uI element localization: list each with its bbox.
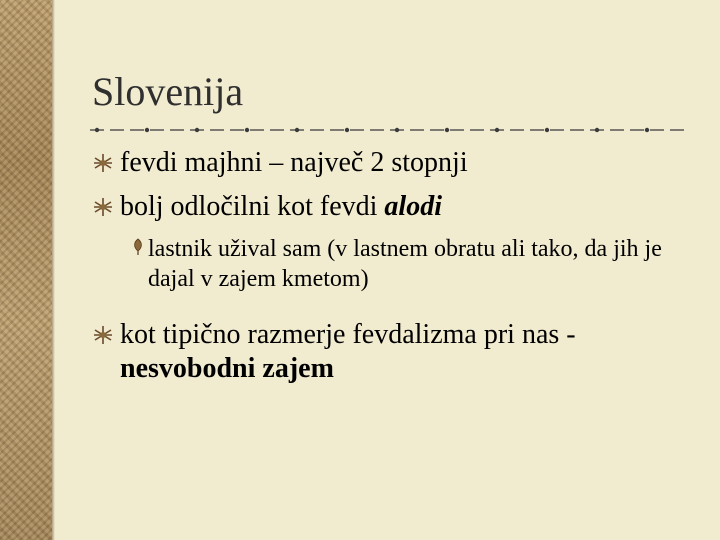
bullet-emphasis: nesvobodni zajem [120, 353, 334, 384]
starburst-bullet-icon [92, 152, 114, 174]
starburst-bullet-icon [92, 324, 114, 346]
bullet-item [92, 318, 692, 386]
bullet-emphasis: alodi [384, 191, 442, 222]
bullet-item [92, 190, 692, 224]
sub-bullet-item [92, 234, 692, 294]
title-divider [90, 126, 688, 134]
bullet-text: kot tipično razmerje fevdalizma pri nas - [120, 319, 576, 350]
bullet-list [92, 146, 692, 396]
leaf-bullet-icon [130, 238, 146, 256]
bullet-text: fevdi majhni – največ 2 stopnji [120, 147, 468, 178]
sub-bullet-text: lastnik užival sam (v lastnem obratu ali tako, da jih je dajal v zajem kmetom) [148, 236, 662, 292]
starburst-bullet-icon [92, 196, 114, 218]
decorative-left-strip [0, 0, 52, 540]
slide-title: Slovenija [92, 69, 244, 114]
strip-shadow [52, 0, 55, 540]
bullet-text: bolj odločilni kot fevdi [120, 191, 385, 222]
bullet-item [92, 146, 692, 180]
